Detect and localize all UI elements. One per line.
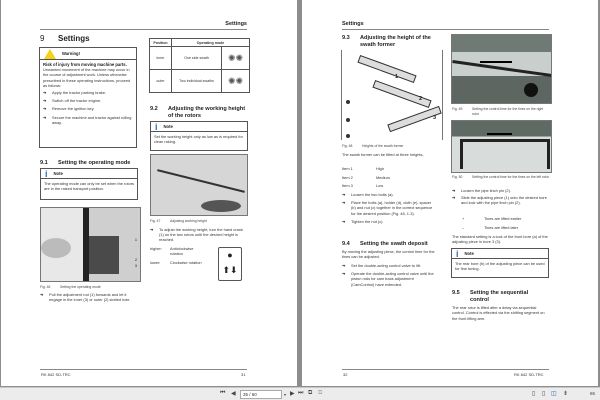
continuous-page-icon[interactable]: ▯	[542, 391, 546, 397]
step: Apply the tractor parking brake.	[52, 90, 107, 96]
previous-page-icon[interactable]: ◀	[231, 391, 236, 397]
info-icon: i	[45, 168, 48, 179]
arrow-icon: ➔	[342, 271, 346, 277]
running-header: Settings	[342, 21, 364, 27]
section-number: 9.4	[342, 241, 350, 247]
figure-number: Fig. 46	[40, 285, 51, 289]
sign-meaning: Tines are lifted later	[484, 225, 519, 230]
note-title: Note	[53, 171, 63, 176]
warning-icon	[44, 49, 56, 59]
figure-caption: Setting the operating mode	[60, 285, 101, 289]
first-page-icon[interactable]: ⏮	[220, 390, 226, 396]
label: lower:	[150, 260, 161, 265]
step: Loosen the two bolts (a).	[351, 192, 394, 197]
step: Switch off the tractor engine.	[52, 98, 102, 104]
arrow-icon: ➔	[342, 200, 346, 206]
zoom-level[interactable]: 86	[590, 391, 596, 396]
note-text: The rear bore (b) of the adjusting piece can be used for fine tuning.	[455, 261, 545, 272]
sign: +	[462, 216, 465, 221]
table-cell: outer	[150, 70, 172, 93]
arrow-icon: ➔	[43, 114, 47, 120]
pdf-page-32	[302, 0, 598, 386]
figure-47-image	[150, 154, 248, 216]
item-value: High	[376, 166, 385, 171]
item-value: Low	[376, 183, 384, 188]
page-number-input[interactable]	[240, 390, 282, 399]
note-text: The operating mode can only be set when the rotors are in the raised transport position.	[44, 181, 134, 192]
figure-caption: Heights of the swath former	[362, 144, 404, 148]
table-cell: One side swath	[172, 47, 222, 70]
next-page-icon[interactable]: ▶	[290, 391, 295, 397]
section-title: Adjusting the height of the swath former	[360, 35, 431, 48]
note-text: Set the working height only as low as is required for clean raking.	[154, 134, 243, 145]
note-box	[451, 248, 549, 278]
figure-46-image	[40, 207, 141, 282]
rotor-diagram-icon: ✺✺	[227, 75, 244, 86]
column-header: Position	[150, 39, 172, 47]
chapter-number: 9	[40, 34, 45, 43]
step: Operate the double-acting control valve until the piston rods for cam track adjustment (CamControl) have extended.	[351, 271, 434, 287]
callout: 2	[135, 258, 137, 262]
item-label: Item 2	[342, 175, 353, 180]
callout: 1	[135, 238, 137, 242]
step: Pull the adjustment rod (1) forwards and let it engage in the inner (3) or outer (2) slotted hole.	[49, 292, 131, 303]
pdf-page-31	[1, 0, 297, 386]
footer-title: RK 842 SD-TRC	[41, 372, 71, 377]
viewer-toolbar	[0, 387, 600, 400]
note-title: Note	[163, 124, 173, 129]
figure-caption: Setting the control time for the tines on the left rotor	[472, 175, 550, 179]
info-icon: i	[456, 248, 459, 259]
footer-title: RK 842 SD-TRC	[514, 372, 544, 377]
value: Clockwise rotation	[170, 260, 202, 265]
note-title: Note	[464, 251, 474, 256]
step: Remove the ignition key.	[52, 106, 95, 112]
single-page-icon[interactable]: ▯	[532, 391, 536, 397]
section-title: Setting the swath deposit	[360, 241, 428, 247]
page-number: 31	[241, 372, 246, 377]
running-header: Settings	[225, 21, 247, 27]
two-page-icon[interactable]: ◫	[551, 391, 557, 397]
step: Slide the adjusting piece (1) onto the desired bore and lock with the pipe linch pin (2).	[461, 195, 547, 206]
figure-50-image	[451, 120, 552, 173]
back-view-icon[interactable]: ⧉	[308, 390, 313, 396]
operating-mode-table	[149, 38, 250, 93]
paragraph: By moving the adjusting piece, the control time for the tines can be adjusted.	[342, 249, 435, 260]
step: Secure the machine and tractor against rolling away.	[52, 114, 132, 125]
paragraph: The rear rotor is lifted after a delay via sequential control. Control is effected via the shifting segment on the front lifting arm.	[452, 305, 545, 321]
section-number: 9.2	[150, 106, 158, 112]
rotor-diagram-icon: ✺✺	[227, 52, 244, 63]
callout: 3	[433, 115, 437, 121]
figure-48-image	[341, 50, 443, 140]
note-box	[40, 168, 138, 200]
page-number: 32	[343, 372, 348, 377]
paragraph: The standard setting is a lock of the front bore (a) of the adjusting piece in bore 3 (3).	[452, 234, 548, 245]
item-value: Medium	[376, 175, 390, 180]
step: Set the double-acting control valve to lift.	[351, 263, 422, 268]
page-dropdown-icon[interactable]: ▾	[284, 392, 287, 397]
section-number: 9.1	[40, 160, 48, 166]
arrow-icon: ➔	[43, 98, 47, 104]
warning-lead: Risk of injury from moving machine parts.	[43, 62, 127, 67]
arrow-icon: ➔	[452, 188, 456, 193]
arrow-icon: ➔	[40, 292, 44, 297]
figure-caption: Adjusting working height	[170, 219, 207, 223]
arrow-icon: ➔	[342, 263, 346, 268]
arrow-icon: ➔	[150, 227, 154, 232]
section-number: 9.3	[342, 35, 350, 41]
section-title: Setting the operating mode	[58, 160, 131, 166]
value: Anticlockwise rotation	[170, 246, 194, 257]
callout: 2	[419, 96, 423, 102]
callout: 3	[135, 264, 137, 268]
table-cell: inner	[150, 47, 172, 70]
section-number: 9.5	[452, 290, 460, 296]
table-cell: Two individual swaths	[172, 70, 222, 93]
last-page-icon[interactable]: ⏭	[298, 390, 304, 396]
paragraph: The swath former can be fitted at three heights,	[342, 152, 424, 157]
note-box	[150, 121, 248, 151]
chapter-title: Settings	[58, 34, 90, 43]
step: Place the bolts (a), holder (d), cloth (e), spacer (b) and nut (c) together in the correct sequence for the desired position (Fig. 48, 1-3).	[351, 200, 433, 216]
warning-body: Unwanted movement of the machine may occur in the course of adjustment work. Unless otherwise prescribed in these operating instructions, proceed as follows:	[43, 67, 131, 88]
step: Tighten the nut (c).	[351, 218, 384, 224]
arrow-icon: ➔	[43, 90, 47, 96]
section-title: Setting the sequential control	[470, 290, 529, 303]
sign-meaning: Tines are lifted earlier	[484, 216, 522, 221]
forward-view-icon[interactable]: ⧉	[318, 390, 323, 396]
item-label: Item 3	[342, 183, 353, 188]
warning-box	[39, 47, 137, 148]
arrow-icon: ➔	[43, 106, 47, 112]
callout: 1	[395, 74, 399, 80]
info-icon: i	[155, 121, 158, 132]
figure-caption: Setting the control time for the tines on the right rotor	[472, 107, 544, 116]
warning-title: Warning!	[62, 51, 80, 56]
figure-number: Fig. 49	[452, 107, 463, 111]
column-header: Operating mode	[172, 39, 250, 47]
arrow-icon: ➔	[342, 218, 346, 224]
arrow-icon: ➔	[342, 192, 346, 197]
fit-width-icon[interactable]: ⇟	[563, 391, 569, 397]
figure-number: Fig. 50	[452, 175, 463, 179]
step: Loosen the pipe linch pin (2).	[461, 188, 511, 193]
figure-number: Fig. 47	[150, 219, 161, 223]
crank-direction-icon: ● ⬆⬇	[218, 247, 242, 281]
section-title: Adjusting the working height of the rotors	[168, 106, 246, 119]
step: To adjust the working height, turn the hand crank (1) on the two rotors until the desired height is reached.	[159, 227, 243, 243]
sign: –	[462, 225, 465, 230]
arrow-icon: ➔	[452, 195, 456, 201]
figure-number: Fig. 48	[342, 144, 353, 148]
figure-49-image	[451, 34, 552, 104]
label: higher:	[150, 246, 162, 251]
item-label: Item 1	[342, 166, 353, 171]
